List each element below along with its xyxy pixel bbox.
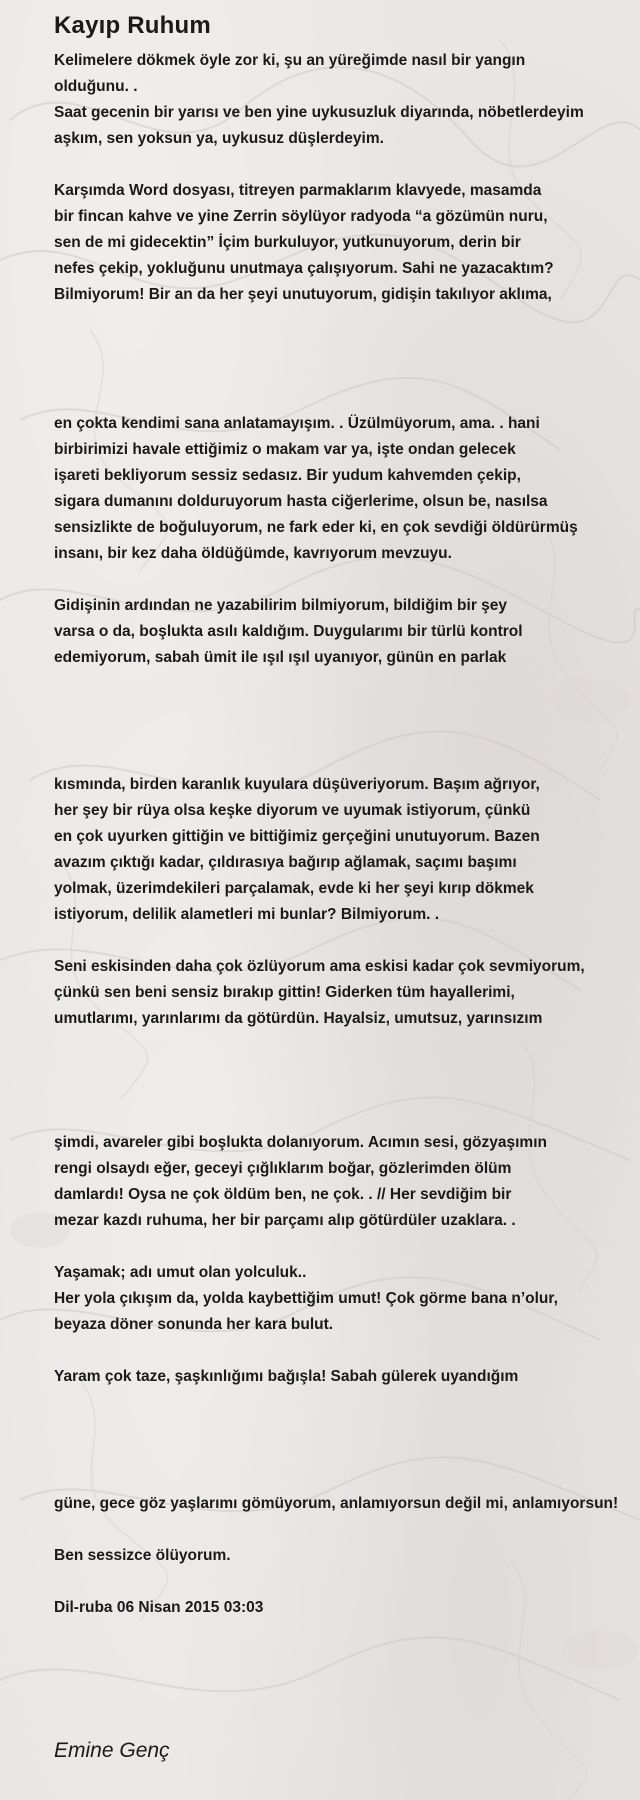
poem-line: olduğunu. . [54,78,138,95]
poem-section-5 [54,1491,640,1621]
poem-date-line: Dil-ruba 06 Nisan 2015 03:03 [54,1599,264,1616]
poem-line: rengi olsaydı eğer, geceyi çığlıklarım boğar, gözlerimden ölüm [54,1160,512,1177]
poem-section-4 [54,1130,640,1390]
poem-line: Yaşamak; adı umut olan yolculuk.. [54,1264,307,1281]
poem-section-3 [54,772,640,1032]
poem-line: Yaram çok taze, şaşkınlığımı bağışla! Sabah gülerek uyandığım [54,1368,519,1385]
poem-line: aşkım, sen yoksun ya, uykusuz düşlerdeyim. [54,130,384,147]
poem-section-1 [54,48,640,308]
poem-line: nefes çekip, yokluğunu unutmaya çalışıyorum. Sahi ne yazacaktım? [54,260,554,277]
poem-line [54,1569,640,1595]
poem-line: insanı, bir kez daha öldüğümde, kavrıyorum mevzuyu. [54,545,452,562]
poem-line: işareti bekliyorum sessiz sedasız. Bir yudum kahvemden çekip, [54,467,521,484]
poem-line: edemiyorum, sabah ümit ile ışıl ışıl uyanıyor, günün en parlak [54,649,507,666]
poem-line: en çokta kendimi sana anlatamayışım. . Üzülmüyorum, ama. . hani [54,415,540,432]
poem-line: mezar kazdı ruhuma, her bir parçamı alıp götürdüler uzaklara. . [54,1212,516,1229]
poem-line: çünkü sen beni sensiz bırakıp gittin! Giderken tüm hayallerimi, [54,984,515,1001]
poem-line: Karşımda Word dosyası, titreyen parmaklarım klavyede, masamda [54,182,542,199]
poem-line: her şey bir rüya olsa keşke diyorum ve uyumak istiyorum, çünkü [54,802,531,819]
poem-line: sensizlikte de boğuluyorum, ne fark eder ki, en çok sevdiği öldürürmüş [54,519,578,536]
poem-line: bir fincan kahve ve yine Zerrin söylüyor radyoda “a gözümün nuru, [54,208,548,225]
poem-line: birbirimizi havale ettiğimiz o makam var ya, işte ondan gelecek [54,441,516,458]
poem-line: beyaza döner sonunda her kara bulut. [54,1316,334,1333]
poem-section-2 [54,411,640,671]
poem-line: damlardı! Oysa ne çok öldüm ben, ne çok. . // Her sevdiğim bir [54,1186,512,1203]
author-signature: Emine Genç [54,1739,170,1762]
poem-line [54,567,640,593]
poem-line: güne, gece göz yaşlarımı gömüyorum, anlamıyorsun değil mi, anlamıyorsun! [54,1495,619,1512]
poem-line: Seni eskisinden daha çok özlüyorum ama eskisi kadar çok sevmiyorum, [54,958,585,975]
poem-line: kısmında, birden karanlık kuyulara düşüveriyorum. Başım ağrıyor, [54,776,540,793]
poem-line [54,1234,640,1260]
poem-line: istiyorum, delilik alametleri mi bunlar? Bilmiyorum. . [54,906,440,923]
poem-line: Gidişinin ardından ne yazabilirim bilmiyorum, bildiğim bir şey [54,597,508,614]
poem-line [54,152,640,178]
poem-line: yolmak, üzerimdekileri parçalamak, evde ki her şeyi kırıp dökmek [54,880,534,897]
poem-line: sigara dumanını dolduruyorum hasta ciğerlerime, olsun be, nasılsa [54,493,548,510]
poem-line: umutlarımı, yarınlarımı da götürdün. Hayalsiz, umutsuz, yarınsızım [54,1010,543,1027]
poem-line: Kelimelere dökmek öyle zor ki, şu an yüreğimde nasıl bir yangın [54,52,526,69]
poem-line: sen de mi gidecektin” İçim burkuluyor, yutkunuyorum, derin bir [54,234,521,251]
poem-line: en çok uyurken gittiğin ve bittiğimiz gerçeğini unutuyorum. Bazen [54,828,540,845]
poem-line: Her yola çıkışım da, yolda kaybettiğim umut! Çok görme bana n’olur, [54,1290,558,1307]
poem-line [54,1517,640,1543]
poem-line: Saat gecenin bir yarısı ve ben yine uykusuzluk diyarında, nöbetlerdeyim [54,104,584,121]
poem-line: avazım çıktığı kadar, çıldırasıya bağırıp ağlamak, saçımı başımı [54,854,517,871]
poem-line [54,928,640,954]
poem-line: varsa o da, boşlukta asılı kaldığım. Duygularımı bir türlü kontrol [54,623,523,640]
poem-line [54,1338,640,1364]
poem-title: Kayıp Ruhum [54,12,211,39]
poem-line: şimdi, avareler gibi boşlukta dolanıyorum. Acımın sesi, gözyaşımın [54,1134,547,1151]
poem-line: Ben sessizce ölüyorum. [54,1547,231,1564]
poem-line: Bilmiyorum! Bir an da her şeyi unutuyorum, gidişin takılıyor aklıma, [54,286,552,303]
